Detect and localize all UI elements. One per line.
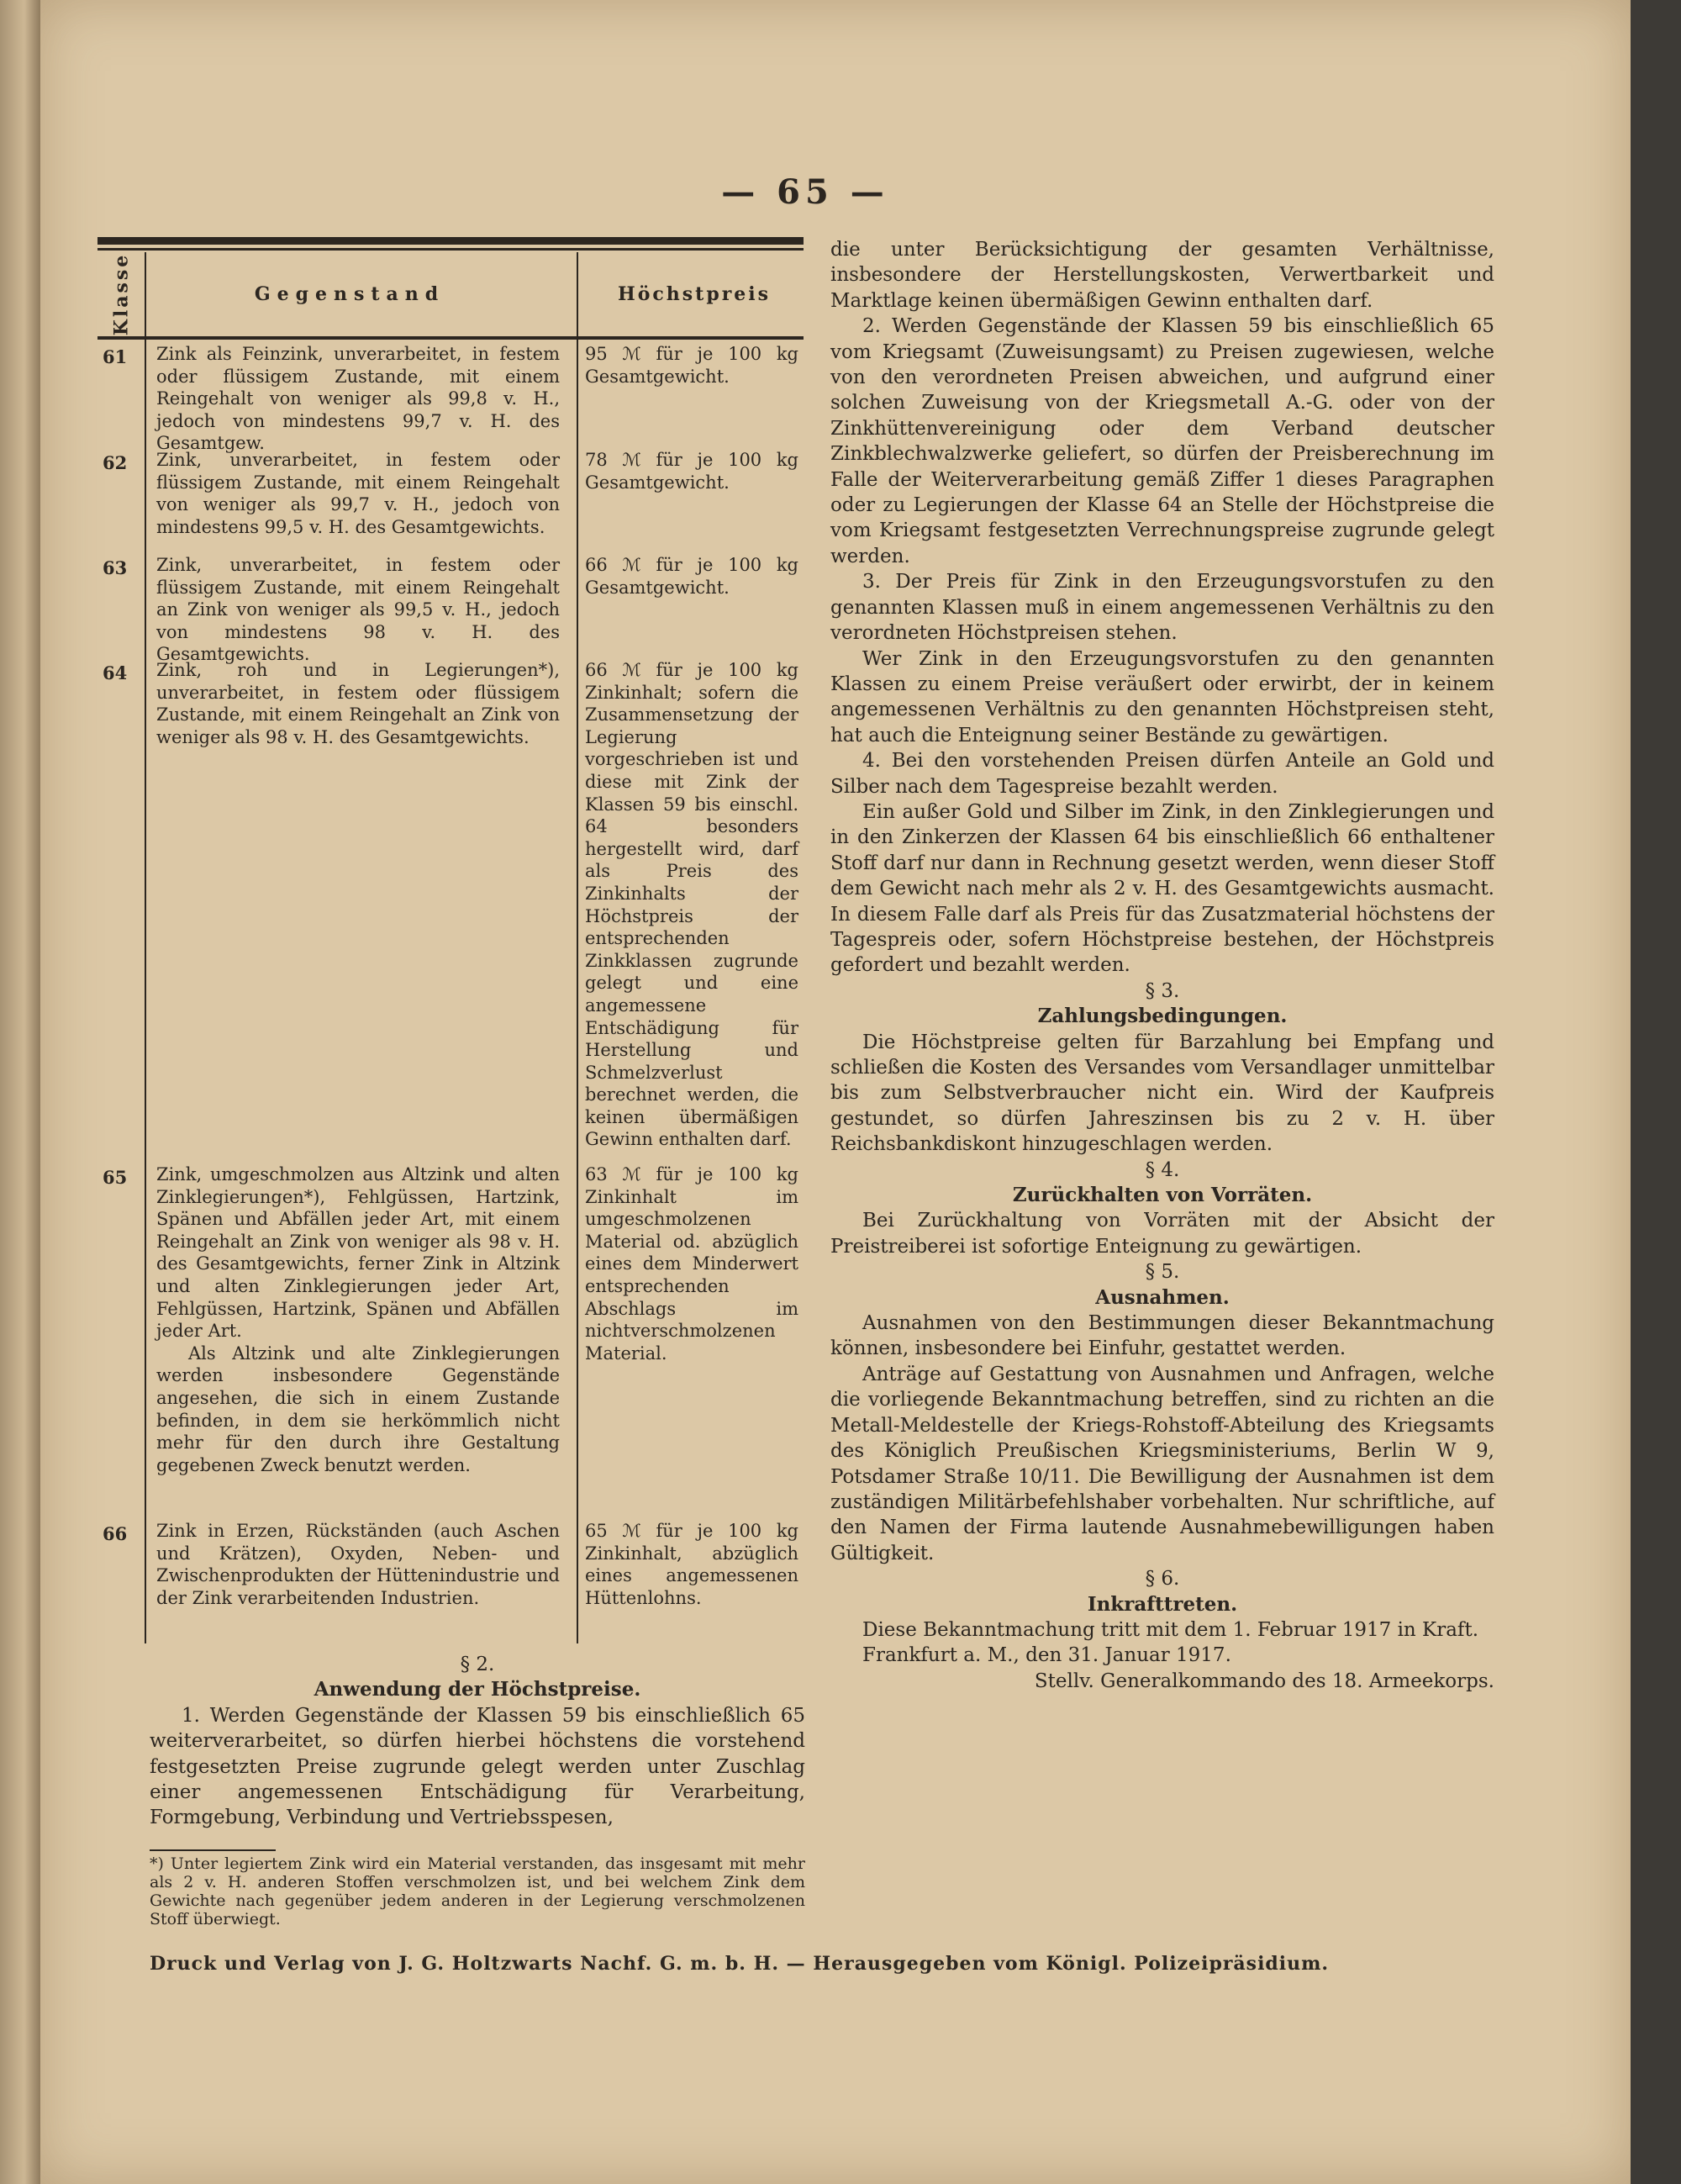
page-number: — 65 — bbox=[721, 172, 889, 212]
section-5-title: Ausnahmen. bbox=[1095, 1285, 1230, 1309]
row-price-66: 65 ℳ für je 100 kg Zinkinhalt, abzüglich eines angemessenen Hüttenlohns. bbox=[585, 1521, 798, 1608]
section-6-number: § 6. bbox=[1145, 1568, 1180, 1591]
section-6-text: Diese Bekanntmachung tritt mit dem 1. Februar 1917 in Kraft. bbox=[862, 1618, 1479, 1641]
row-desc-65-main: Zink, umgeschmolzen aus Altzink und alten Zinklegierungen*), Fehlgüssen, Hartzink, Spänen und Abfällen jeder Art, mit einem Reingehalt an Zink von weniger als 98 v. H. des Gesamtgewichts, ferner Zink in Altzink und alten Zinklegierungen jeder Art, Fehlgüssen, Hartzink, Spänen und Abfällen jeder Art. bbox=[156, 1164, 560, 1342]
row-number-61: 61 bbox=[103, 346, 128, 367]
section-2-para-4: 4. Bei den vorstehenden Preisen dürfen Anteile an Gold und Silber nach dem Tagespreise bezahlt werden. bbox=[830, 750, 1494, 798]
section-6-title: Inkrafttreten. bbox=[1087, 1592, 1238, 1616]
row-number-64: 64 bbox=[103, 662, 128, 683]
section-5-number: § 5. bbox=[1145, 1261, 1180, 1284]
table-header bbox=[97, 252, 804, 340]
section-2-para-3b: Wer Zink in den Erzeugungsvorstufen zu den genannten Klassen zu einem Preise veräußert oder erwirbt, der in keinem angemessenen Verhältnis zu den genannten Höchstpreisen steht, hat auch die Enteignung seiner Bestände zu gewärtigen. bbox=[830, 647, 1494, 746]
previous-page-edge bbox=[0, 0, 40, 2184]
row-price-62: 78 ℳ für je 100 kg Gesamtgewicht. bbox=[585, 450, 798, 493]
place-date: Frankfurt a. M., den 31. Januar 1917. bbox=[862, 1644, 1231, 1667]
row-desc-64: Zink, roh und in Legierungen*), unverarbeitet, in festem oder flüssigem Zustande, mit einem Reingehalt an Zink von weniger als 98 v. H. des Gesamtgewichts. bbox=[156, 660, 560, 747]
row-price-63: 66 ℳ für je 100 kg Gesamtgewicht. bbox=[585, 555, 798, 598]
row-desc-63: Zink, unverarbeitet, in festem oder flüssigem Zustande, mit einem Reingehalt an Zink von weniger als 99,5 v. H., jedoch von mindestens 98 v. H. des Gesamtgewichts. bbox=[156, 555, 560, 665]
signature: Stellv. Generalkommando des 18. Armeekorps. bbox=[1034, 1670, 1494, 1692]
row-desc-65 bbox=[156, 1163, 560, 1476]
footnote-rule bbox=[150, 1849, 276, 1851]
section-2-para-1-cont: die unter Berücksichtigung der gesamten Verhältnisse, insbesondere der Herstellungskosten, Verwertbarkeit und Marktlage keinen übermäßigen Gewinn enthalten darf. bbox=[830, 239, 1494, 312]
row-desc-65-note: Als Altzink und alte Zinklegierungen werden insbesondere Gegenstände angesehen, die sich in einem Zustande befinden, in dem sie herkömmlich nicht mehr für den durch ihre Gestaltung gegebenen Zweck benutzt werden. bbox=[156, 1343, 560, 1475]
row-desc-61: Zink als Feinzink, unverarbeitet, in festem oder flüssigem Zustande, mit einem Reingehalt von weniger als 99,8 v. H., jedoch von mindestens 99,7 v. H. des Gesamtgew. bbox=[156, 344, 560, 454]
section-2-title: Anwendung der Höchstpreise. bbox=[314, 1678, 641, 1701]
section-4-title: Zurückhalten von Vorräten. bbox=[1012, 1184, 1313, 1207]
section-5-text: Ausnahmen von den Bestimmungen dieser Bekanntmachung können, insbesondere bei Einfuhr, gestattet werden. bbox=[830, 1312, 1494, 1360]
imprint-line: Druck und Verlag von J. G. Holtzwarts Nachf. G. m. b. H. — Herausgegeben vom Königl. Polizeipräsidium. bbox=[150, 1953, 1330, 1975]
section-5-text-2: Anträge auf Gestattung von Ausnahmen und Anfragen, welche die vorliegende Bekanntmachung betreffen, sind zu richten an die Metall-Meldestelle der Kriegs-Rohstoff-Abteilung des Kriegsamts des Königlich Preußischen Kriegsministeriums, Berlin W 9, Potsdamer Straße 10/11. Die Bewilligung der Ausnahmen ist dem zuständigen Militärbefehlshaber vorbehalten. Nur schriftliche, auf den Namen der Firma lautende Ausnahmebewilligungen haben Gültigkeit. bbox=[830, 1363, 1494, 1564]
section-4-number: § 4. bbox=[1145, 1158, 1180, 1181]
row-number-63: 63 bbox=[103, 557, 128, 578]
table-top-rule bbox=[97, 237, 804, 245]
document-page bbox=[40, 0, 1631, 2184]
header-gegenstand: Gegenstand bbox=[254, 283, 445, 305]
row-number-62: 62 bbox=[103, 452, 128, 473]
section-2 bbox=[150, 1652, 805, 1831]
row-price-65: 63 ℳ für je 100 kg Zinkinhalt im umgeschmolzenen Material od. abzüglich eines dem Minderwert entsprechenden Abschlags im nichtverschmolzenen Material. bbox=[585, 1164, 798, 1364]
section-2-number: § 2. bbox=[460, 1654, 495, 1675]
section-2-para-3: 3. Der Preis für Zink in den Erzeugungsvorstufen zu den genannten Klassen muß in einem angemessenen Verhältnis zu den verordneten Höchstpreisen stehen. bbox=[830, 571, 1494, 645]
section-2-para-2: 2. Werden Gegenstände der Klassen 59 bis einschließlich 65 vom Kriegsamt (Zuweisungsamt) zu Preisen zugewiesen, welche von den verordneten Preisen abweichen, und aufgrund einer solchen Zuweisung von der Kriegsmetall A.-G. oder von der Zinkhüttenvereinigung oder dem Verband deutscher Zinkblechwalzwerke geliefert, so dürfen der Preisberechnung im Falle der Weiterverarbeitung gemäß Ziffer 1 dieses Paragraphen oder zu Legierungen der Klasse 64 an Stelle der Höchstpreise die vom Kriegsamt festgesetzten Verrechnungspreise zugrunde gelegt werden. bbox=[830, 315, 1494, 567]
section-2-para-1: 1. Werden Gegenstände der Klassen 59 bis einschließlich 65 weiterverarbeitet, so dürfen hierbei höchstens die vorstehend festgesetzten Preise zugrunde gelegt werden unter Zuschlag einer angemessenen Entschädigung für Verarbeitung, Formgebung, Verbindung und Vertriebsspesen, bbox=[150, 1704, 805, 1829]
section-3-text: Die Höchstpreise gelten für Barzahlung bei Empfang und schließen die Kosten des Versandes vom Versandlager unmittelbar bis zum Selbstverbraucher nicht ein. Wird der Kaufpreis gestundet, so dürfen Jahreszinsen bis zu 2 v. H. über Reichsbankdiskont hinzugeschlagen werden. bbox=[830, 1031, 1494, 1156]
row-desc-62: Zink, unverarbeitet, in festem oder flüssigem Zustande, mit einem Reingehalt von weniger als 99,7 v. H., jedoch von mindestens 99,5 v. H. des Gesamtgewichts. bbox=[156, 450, 560, 537]
row-number-66: 66 bbox=[103, 1523, 128, 1544]
row-price-64: 66 ℳ für je 100 kg Zinkinhalt; sofern die Zusammensetzung der Legierung vorgeschrieben ist und diese mit Zink der Klassen 59 bis einschl. 64 besonders hergestellt wird, darf als Preis des Zinkinhalts der Höchstpreis der entsprechenden Zinkklassen zugrunde gelegt und eine angemessene Entschädigung für Herstellung und Schmelzverlust berechnet werden, die keinen übermäßigen Gewinn enthalten darf. bbox=[585, 660, 798, 1150]
section-4-text: Bei Zurückhaltung von Vorräten mit der Absicht der Preistreiberei ist sofortige Enteignung zu gewärtigen. bbox=[830, 1210, 1494, 1258]
footnote: *) Unter legiertem Zink wird ein Material verstanden, das insgesamt mit mehr als 2 v. H. anderen Stoffen verschmolzen ist, und bei welchem Zink dem Gewichte nach gegenüber jedem anderen in der Legierung verschmolzenen Stoff überwiegt. bbox=[150, 1854, 805, 1928]
table-top-rule-thin bbox=[97, 248, 804, 251]
row-price-61: 95 ℳ für je 100 kg Gesamtgewicht. bbox=[585, 344, 798, 387]
table-divider-preis bbox=[577, 252, 578, 1643]
row-desc-66: Zink in Erzen, Rückständen (auch Aschen und Krätzen), Oxyden, Neben- und Zwischenprodukten der Hüttenindustrie und der Zink verarbeitenden Industrien. bbox=[156, 1521, 560, 1608]
section-3-number: § 3. bbox=[1145, 979, 1180, 1002]
header-hoechstpreis: Höchstpreis bbox=[617, 283, 772, 305]
section-2-para-4b: Ein außer Gold und Silber im Zink, in den Zinklegierungen und in den Zinkerzen der Klassen 64 bis einschließlich 66 enthaltener Stoff darf nur dann in Rechnung gesetzt werden, wenn dieser Stoff dem Gewicht nach mehr als 2 v. H. des Gesamtgewichts ausmacht. In diesem Falle darf als Preis für das Zusatzmaterial höchstens der Tagespreis oder, sofern Höchstpreise bestehen, der Höchstpreis gefordert und bezahlt werden. bbox=[830, 800, 1494, 977]
header-klasse: Klasse bbox=[110, 252, 133, 336]
row-number-65: 65 bbox=[103, 1167, 128, 1188]
table-divider-klasse bbox=[145, 252, 146, 1643]
section-3-title: Zahlungsbedingungen. bbox=[1037, 1005, 1288, 1028]
right-column bbox=[830, 237, 1494, 1694]
